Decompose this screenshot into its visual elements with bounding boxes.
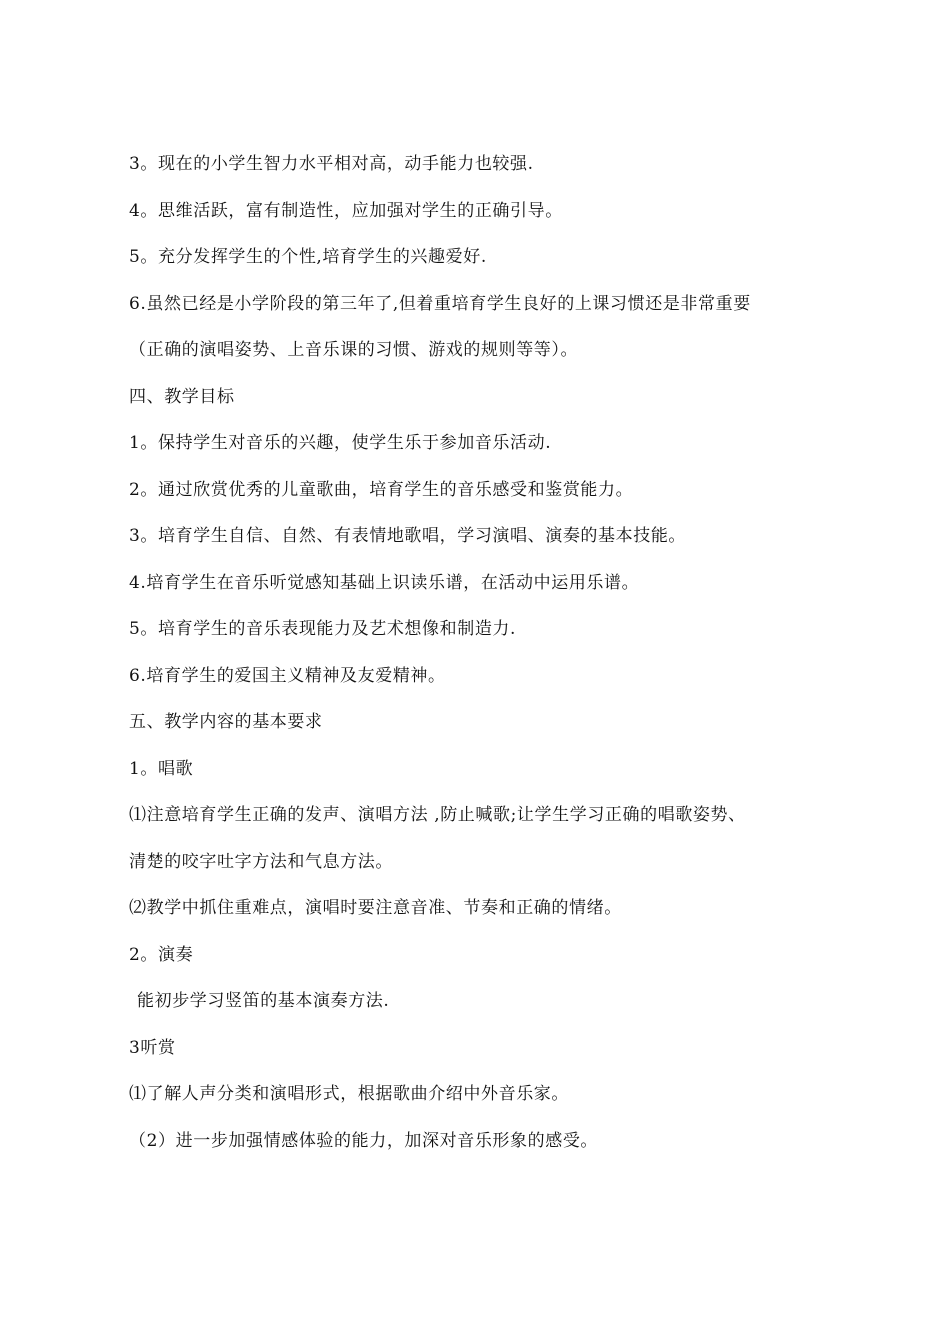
goal-item-1: 1。保持学生对音乐的兴趣，使学生乐于参加音乐活动. bbox=[129, 433, 552, 453]
singing-requirement-1-continued: 清楚的咬字吐字方法和气息方法。 bbox=[129, 851, 393, 872]
subheading-performance: 2。演奏 bbox=[129, 944, 194, 965]
performance-requirement: 能初步学习竖笛的基本演奏方法. bbox=[137, 991, 390, 1011]
paragraph-item-5: 5。充分发挥学生的个性,培育学生的兴趣爱好. bbox=[129, 247, 487, 267]
paragraph-item-3: 3。现在的小学生智力水平相对高，动手能力也较强. bbox=[129, 154, 534, 174]
goal-item-2: 2。通过欣赏优秀的儿童歌曲，培育学生的音乐感受和鉴赏能力。 bbox=[129, 479, 634, 500]
section-heading-teaching-goals: 四、教学目标 bbox=[129, 386, 235, 407]
subheading-listening: 3听赏 bbox=[129, 1037, 176, 1058]
goal-item-5: 5。培育学生的音乐表现能力及艺术想像和制造力. bbox=[129, 619, 517, 639]
singing-requirement-1: ⑴注意培育学生正确的发声、演唱方法 ,防止喊歌;让学生学习正确的唱歌姿势、 bbox=[129, 805, 746, 825]
section-heading-content-requirements: 五、教学内容的基本要求 bbox=[129, 712, 323, 732]
singing-requirement-2: ⑵教学中抓住重难点，演唱时要注意音准、节奏和正确的情绪。 bbox=[129, 898, 622, 918]
goal-item-3: 3。培育学生自信、自然、有表情地歌唱，学习演唱、演奏的基本技能。 bbox=[129, 526, 687, 546]
listening-requirement-2: （2）进一步加强情感体验的能力，加深对音乐形象的感受。 bbox=[129, 1130, 599, 1151]
goal-item-6: 6.培育学生的爱国主义精神及友爱精神。 bbox=[129, 665, 446, 686]
listening-requirement-1: ⑴了解人声分类和演唱形式，根据歌曲介绍中外音乐家。 bbox=[129, 1084, 569, 1104]
document-body bbox=[129, 150, 849, 1173]
paragraph-item-6: 6.虽然已经是小学阶段的第三年了,但着重培育学生良好的上课习惯还是非常重要 bbox=[129, 293, 751, 314]
paragraph-item-4: 4。思维活跃，富有制造性，应加强对学生的正确引导。 bbox=[129, 200, 563, 221]
subheading-singing: 1。唱歌 bbox=[129, 758, 194, 779]
paragraph-item-6-continued: （正确的演唱姿势、上音乐课的习惯、游戏的规则等等）。 bbox=[129, 340, 579, 360]
goal-item-4: 4.培育学生在音乐听觉感知基础上识读乐谱，在活动中运用乐谱。 bbox=[129, 572, 640, 593]
